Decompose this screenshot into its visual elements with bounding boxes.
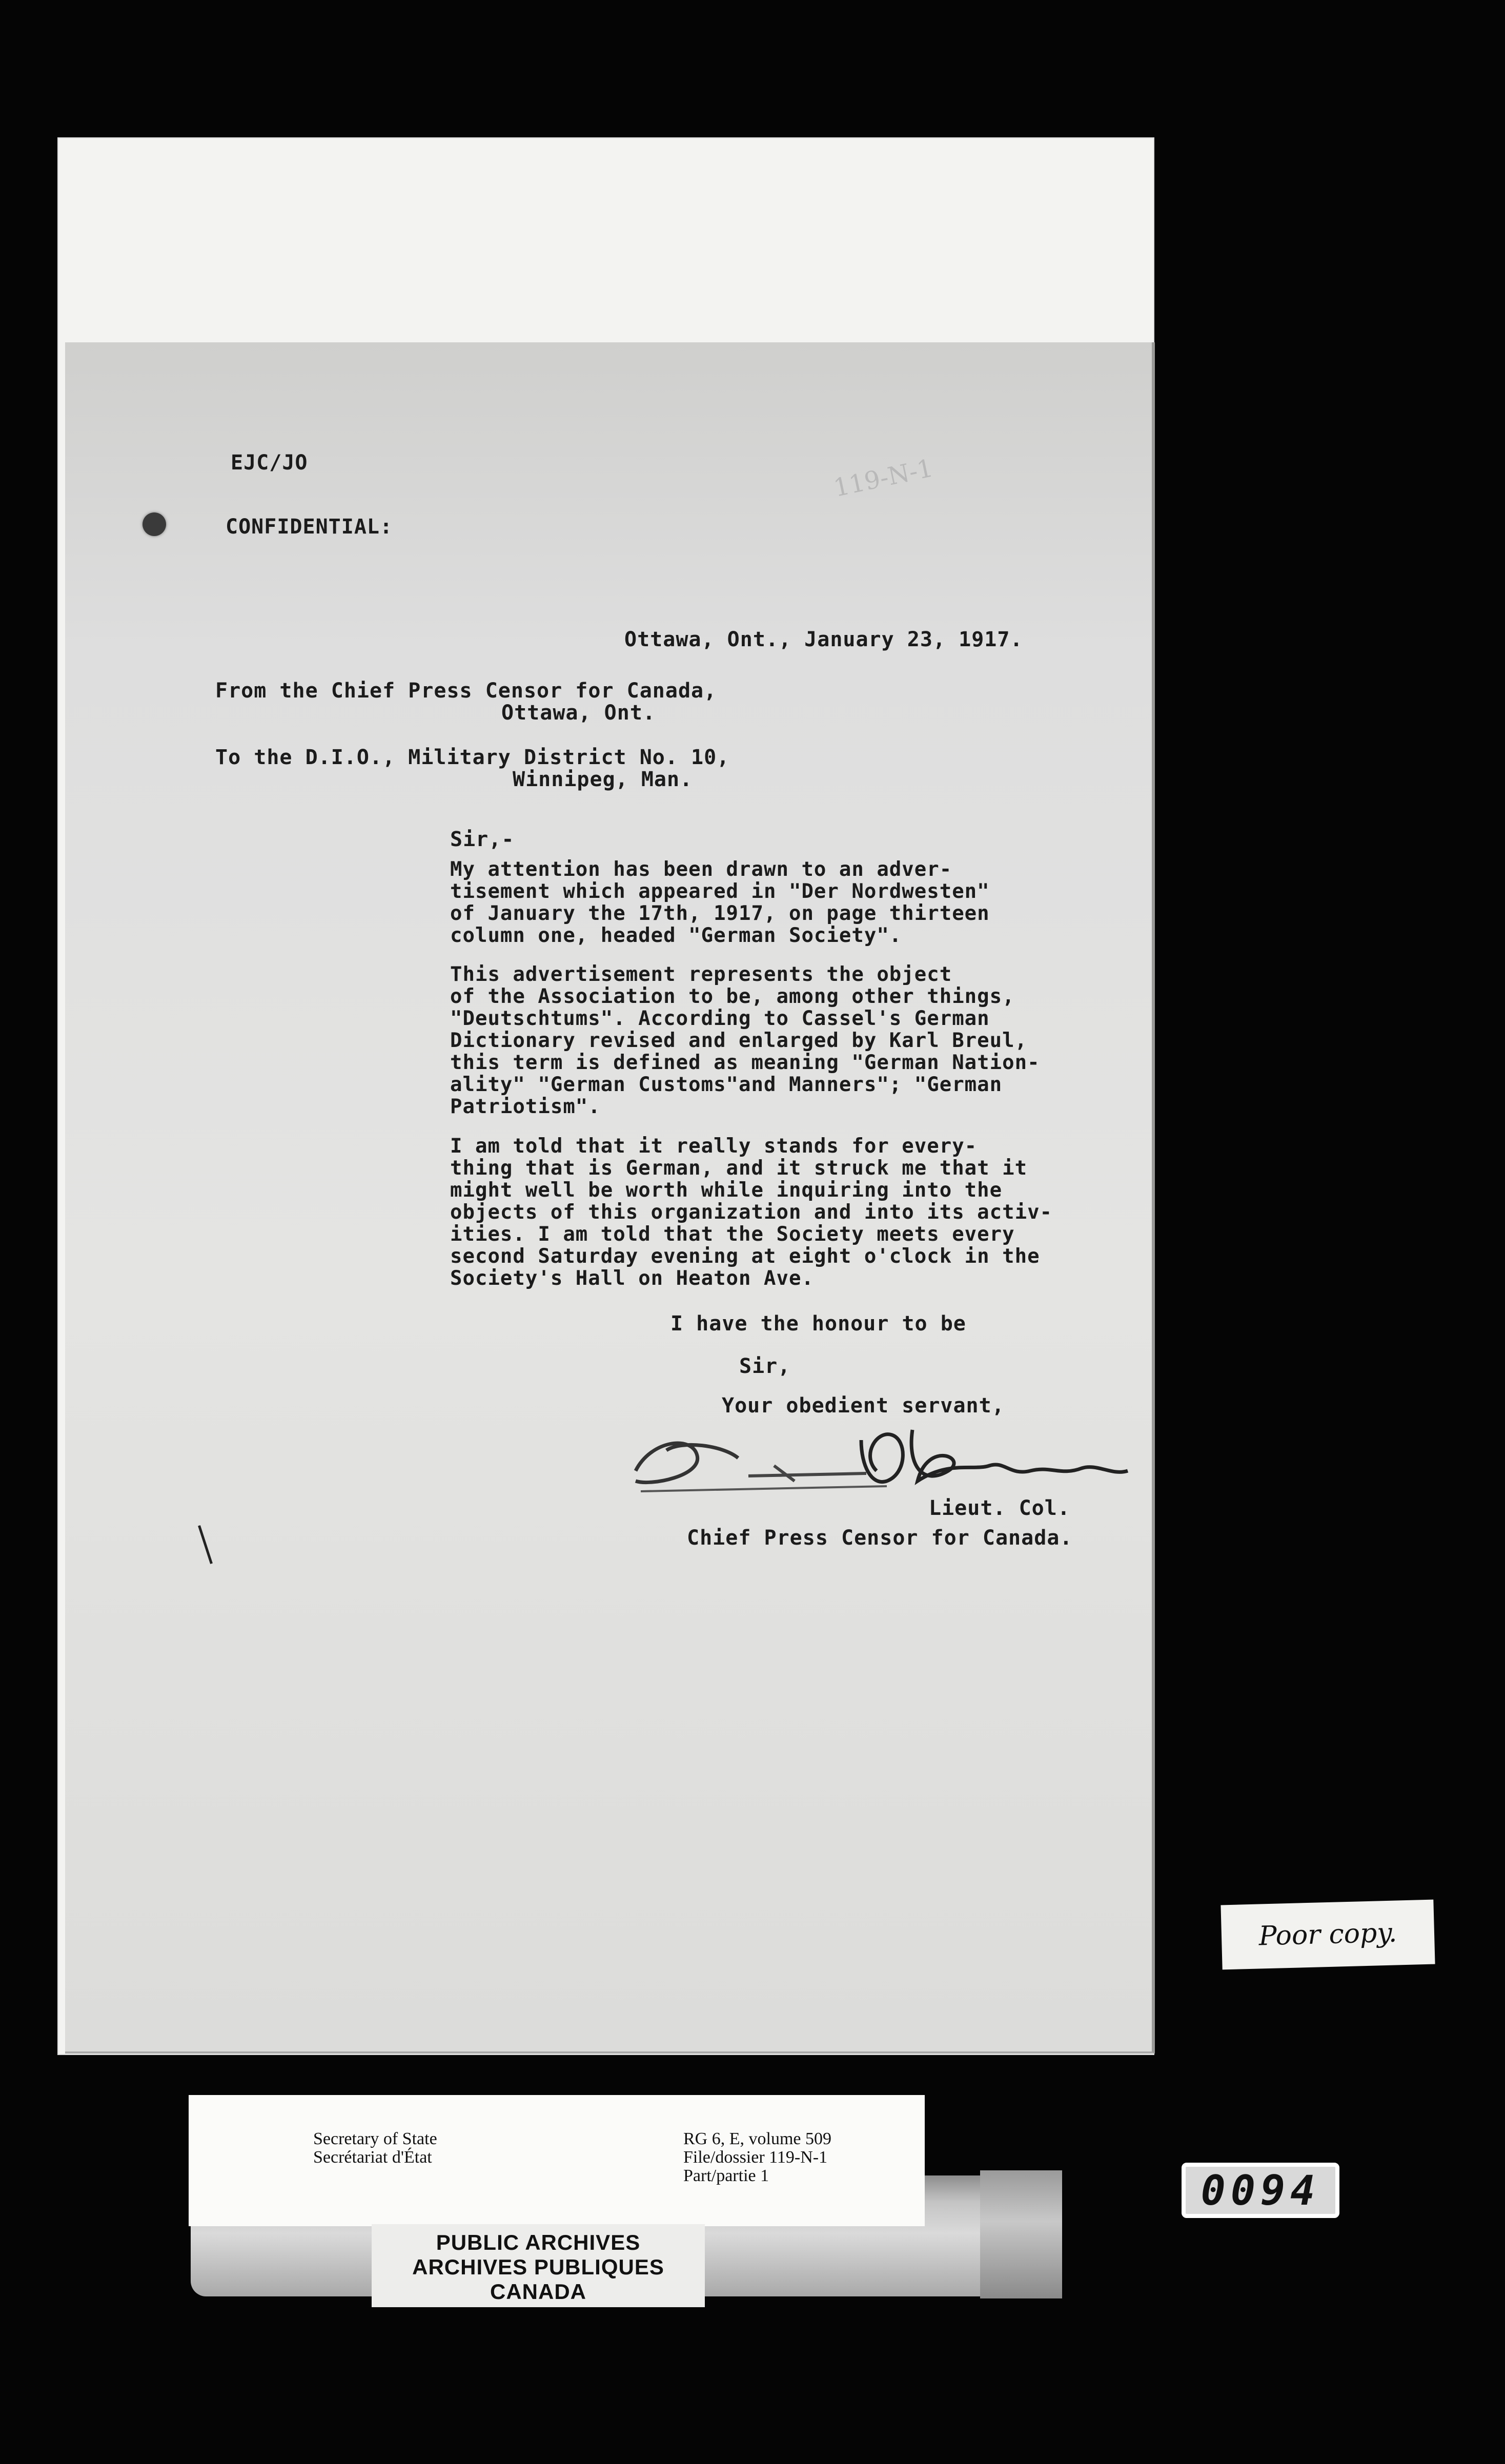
pencil-file-number: 119-N-1 [831,454,936,503]
poor-copy-note: Poor copy. [1221,1900,1435,1970]
salutation: Sir,- [450,828,515,851]
frame-counter: 0094 [1182,2163,1339,2218]
department-names [313,2130,437,2167]
closing-line: I have the honour to be [670,1312,966,1336]
punch-hole [143,512,166,536]
file-part: Part/partie 1 [683,2166,769,2185]
to-line-2: Winnipeg, Man. [513,768,693,791]
archive-label-country: CANADA [490,2280,586,2304]
handwritten-signature [620,1409,1138,1507]
file-reference [683,2130,831,2185]
archive-label-fr: ARCHIVES PUBLIQUES [412,2255,664,2279]
from-line-1: From the Chief Press Censor for Canada, [215,679,717,703]
signatory-rank: Lieut. Col. [929,1496,1070,1520]
reference-initials: EJC/JO [231,451,308,475]
to-line-1: To the D.I.O., Military District No. 10, [215,746,730,769]
archive-band-clip [980,2170,1062,2298]
archive-reference-tab [189,2095,925,2226]
archive-label-en: PUBLIC ARCHIVES [436,2230,641,2254]
paragraph-3: I am told that it really stands for every- thing that is German, and it struck me that it might well be worth while inquiring into the objects of this organization and into its activ- ities. I am told that the Society meets every second Saturday evening at eight o'clock in the Society's Hall on Heaton Ave. [450,1135,1053,1290]
paragraph-1: My attention has been drawn to an adver- tisement which appeared in "Der Nordwesten" of January the 17th, 1917, on page thirteen column one, headed "German Society". [450,858,990,947]
department-fr: Secrétariat d'État [313,2148,432,2167]
file-number: File/dossier 119-N-1 [683,2148,828,2167]
department-en: Secretary of State [313,2129,437,2148]
from-line-2: Ottawa, Ont. [501,701,656,725]
public-archives-label [372,2224,705,2307]
place-date: Ottawa, Ont., January 23, 1917. [624,628,1023,651]
closing-servant: Your obedient servant, [722,1394,1005,1418]
confidential-heading: CONFIDENTIAL: [226,515,393,539]
record-group: RG 6, E, volume 509 [683,2129,831,2148]
signatory-title: Chief Press Censor for Canada. [687,1526,1073,1550]
paragraph-2: This advertisement represents the object of the Association to be, among other things, "Deutschtums". According to Cassel's German Dictionary revised and enlarged by Karl Breul, this term is defined as meaning "German Nation- ality" "German Customs"and Manners"; "German Patriotism". [450,963,1040,1118]
closing-sir: Sir, [739,1354,791,1378]
